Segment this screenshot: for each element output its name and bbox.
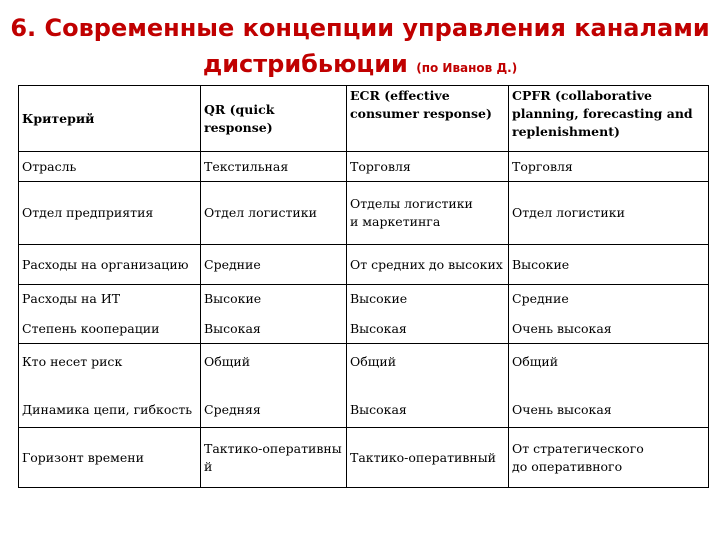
cell: Отдел предприятия (19, 182, 201, 245)
table-header-row (19, 86, 709, 152)
cell: Горизонт времени (19, 428, 201, 488)
cell (201, 428, 347, 488)
cell: Отдел логистики (509, 182, 709, 245)
cell-line: Высокие (350, 291, 408, 306)
cell-line: Очень высокая (512, 401, 612, 417)
cell: Средние (201, 245, 347, 285)
cell (19, 285, 201, 344)
table-row (19, 152, 709, 182)
cell (201, 285, 347, 344)
header-cpfr-line-1: CPFR (collaborative (512, 88, 652, 103)
cell-line: Общий (350, 353, 397, 369)
title-line-1: 6. Современные концепции управления каналами (10, 14, 710, 42)
cell-line: до оперативного (512, 458, 623, 474)
cell: Тактико-оперативный (347, 428, 509, 488)
cell-line: Общий (512, 353, 559, 369)
header-cpfr-line-2: planning, forecasting and (512, 106, 693, 121)
cell-line: Высокая (350, 401, 407, 417)
header-cpfr-line-3: replenishment) (512, 124, 620, 139)
header-ecr-line-2: consumer response) (350, 106, 492, 121)
cell-line: Высокая (204, 321, 261, 336)
cell (509, 344, 709, 428)
cell: Торговля (509, 152, 709, 182)
cell (201, 344, 347, 428)
cell (509, 285, 709, 344)
cell-line: Кто несет риск (22, 353, 123, 369)
cell (347, 344, 509, 428)
cell: Отрасль (19, 152, 201, 182)
cell-line: Общий (204, 353, 251, 369)
concepts-table (18, 85, 709, 488)
cell-line: й (204, 458, 213, 474)
cell-line: Расходы на ИТ (22, 291, 121, 306)
cell-line: Отделы логистики (350, 196, 473, 211)
header-qr: QR (quick response) (201, 86, 347, 152)
cell (509, 428, 709, 488)
cell (347, 182, 509, 245)
header-cpfr (509, 86, 709, 152)
header-criterion: Критерий (19, 86, 201, 152)
cell: Текстильная (201, 152, 347, 182)
cell-line: Степень кооперации (22, 321, 160, 336)
cell: Отдел логистики (201, 182, 347, 245)
title-line-2 (0, 46, 720, 86)
header-ecr (347, 86, 509, 152)
table-row (19, 245, 709, 285)
title-main: дистрибьюции (202, 50, 408, 78)
cell-line: От стратегического (512, 440, 644, 456)
cell-line: Динамика цепи, гибкость (22, 401, 193, 417)
cell-line: Средняя (204, 401, 261, 417)
cell: Торговля (347, 152, 509, 182)
cell: Расходы на организацию (19, 245, 201, 285)
cell: От средних до высоких (347, 245, 509, 285)
table-row (19, 182, 709, 245)
cell (19, 344, 201, 428)
cell-line: Высокие (204, 291, 262, 306)
cell-line: Тактико-оперативны (204, 440, 342, 456)
table-row (19, 285, 709, 344)
title-note: (по Иванов Д.) (416, 61, 518, 75)
header-ecr-line-1: ECR (effective (350, 88, 450, 103)
slide-title (0, 10, 720, 86)
cell-line: и маркетинга (350, 214, 441, 229)
table-row (19, 428, 709, 488)
cell: Высокие (509, 245, 709, 285)
table-row (19, 344, 709, 428)
cell-line: Высокая (350, 321, 407, 336)
cell-line: Средние (512, 291, 569, 306)
cell-line: Очень высокая (512, 321, 612, 336)
cell (347, 285, 509, 344)
